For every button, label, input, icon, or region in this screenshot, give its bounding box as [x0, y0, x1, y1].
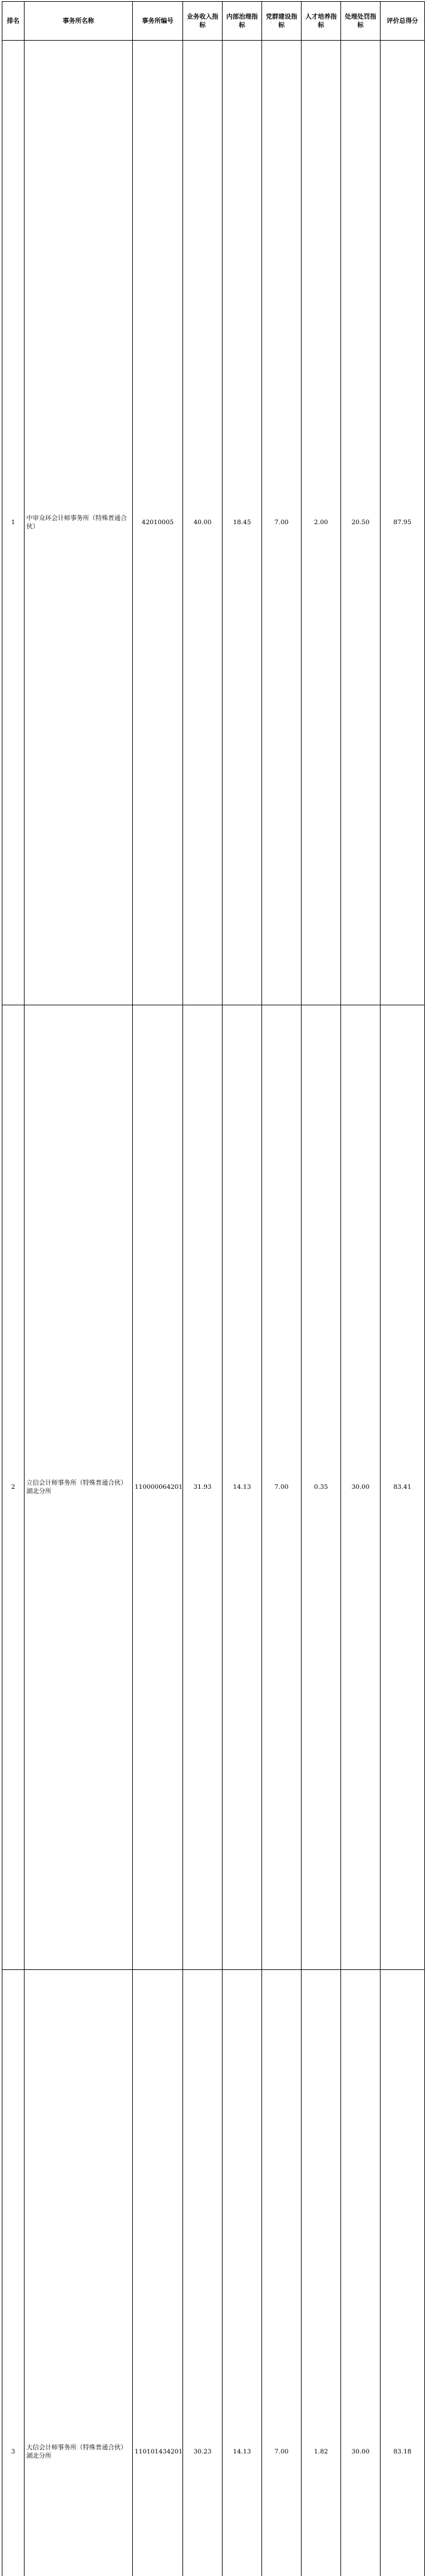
revenue-cell: 31.93	[183, 1005, 223, 1969]
firm-name-cell: 立信会计师事务所（特殊普通合伙）湖北分所	[25, 1005, 133, 1969]
table-header-row	[2, 2, 425, 41]
governance-cell: 18.45	[223, 41, 262, 1005]
governance-cell: 14.13	[223, 1005, 262, 1969]
header-total-score: 评价总得分	[381, 2, 425, 41]
penalty-cell: 20.50	[341, 41, 381, 1005]
total-score-cell: 87.95	[381, 41, 425, 1005]
firm-id-cell: 110000064201	[133, 1005, 183, 1969]
header-revenue: 业务收入指标	[183, 2, 223, 41]
header-penalty: 处理处罚指标	[341, 2, 381, 41]
firm-name-cell: 中审众环会计师事务所（特殊普通合伙）	[25, 41, 133, 1005]
rank-cell: 3	[2, 1969, 25, 2576]
governance-cell: 14.13	[223, 1969, 262, 2576]
header-talent: 人才培养指标	[302, 2, 341, 41]
header-firm-id: 事务所编号	[133, 2, 183, 41]
header-firm-name: 事务所名称	[25, 2, 133, 41]
table-row	[2, 1969, 425, 2576]
firm-id-cell: 110101434201	[133, 1969, 183, 2576]
total-score-cell: 83.18	[381, 1969, 425, 2576]
table-row	[2, 1005, 425, 1969]
party-building-cell: 7.00	[262, 41, 302, 1005]
talent-cell: 1.82	[302, 1969, 341, 2576]
penalty-cell: 30.00	[341, 1005, 381, 1969]
rank-cell: 1	[2, 41, 25, 1005]
penalty-cell: 30.00	[341, 1969, 381, 2576]
header-governance: 内部治理指标	[223, 2, 262, 41]
firm-name-cell: 大信会计师事务所（特殊普通合伙）湖北分所	[25, 1969, 133, 2576]
table-body	[2, 41, 425, 2576]
revenue-cell: 30.23	[183, 1969, 223, 2576]
talent-cell: 2.00	[302, 41, 341, 1005]
rank-cell: 2	[2, 1005, 25, 1969]
header-rank: 排名	[2, 2, 25, 41]
firm-ranking-table	[2, 1, 425, 2576]
total-score-cell: 83.41	[381, 1005, 425, 1969]
table-row	[2, 41, 425, 1005]
header-party-building: 党群建设指标	[262, 2, 302, 41]
revenue-cell: 40.00	[183, 41, 223, 1005]
party-building-cell: 7.00	[262, 1969, 302, 2576]
party-building-cell: 7.00	[262, 1005, 302, 1969]
talent-cell: 0.35	[302, 1005, 341, 1969]
firm-id-cell: 42010005	[133, 41, 183, 1005]
